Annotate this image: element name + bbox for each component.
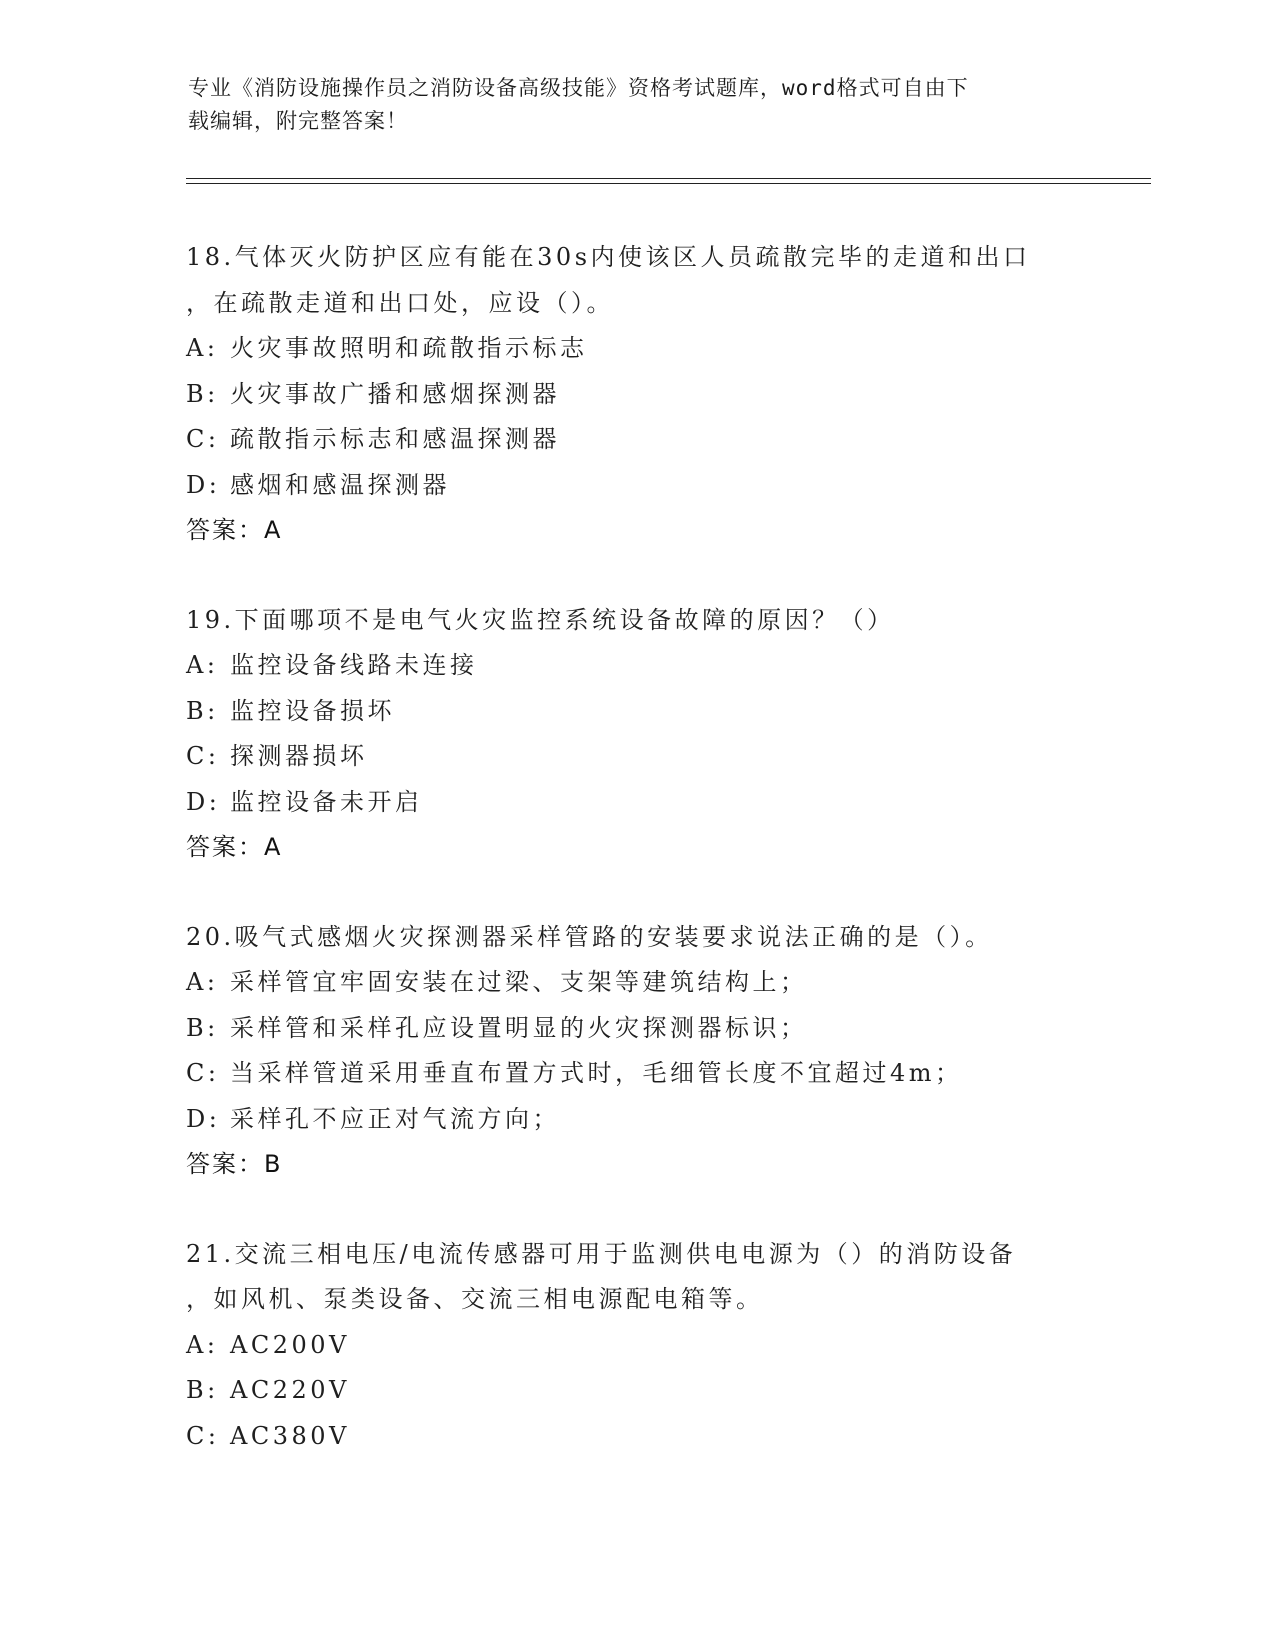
option-text: AC220V bbox=[230, 1376, 350, 1404]
option-a bbox=[186, 326, 1086, 372]
option-d bbox=[186, 780, 1086, 826]
option-letter: B: bbox=[186, 1013, 219, 1042]
option-text: 监控设备损坏 bbox=[230, 696, 395, 725]
question-text: 21.交流三相电压/电流传感器可用于监测供电电源为（）的消防设备 bbox=[186, 1239, 1017, 1268]
question-18 bbox=[186, 235, 1086, 554]
option-text: 疏散指示标志和感温探测器 bbox=[230, 425, 560, 453]
option-letter: C: bbox=[186, 425, 220, 453]
question-20 bbox=[186, 915, 1086, 1188]
option-text: 采样管和采样孔应设置明显的火灾探测器标识； bbox=[230, 1013, 808, 1042]
option-text: 火灾事故照明和疏散指示标志 bbox=[230, 334, 588, 362]
question-21 bbox=[186, 1232, 1086, 1460]
option-c bbox=[186, 734, 1086, 780]
header-divider-top bbox=[186, 178, 1151, 179]
option-letter: D: bbox=[186, 470, 221, 499]
answer: 答案：B bbox=[186, 1150, 283, 1178]
question-text: ，如风机、泵类设备、交流三相电源配电箱等。 bbox=[186, 1285, 764, 1313]
option-letter: C: bbox=[186, 742, 220, 770]
option-text: AC380V bbox=[230, 1421, 350, 1450]
question-19 bbox=[186, 598, 1086, 871]
option-b bbox=[186, 1006, 1086, 1052]
option-letter: B: bbox=[186, 696, 219, 725]
option-text: AC200V bbox=[230, 1330, 350, 1359]
document-header bbox=[188, 72, 1068, 138]
option-c bbox=[186, 1051, 1086, 1097]
question-text: 18.气体灭火防护区应有能在30s内使该区人员疏散完毕的走道和出口 bbox=[186, 243, 1031, 271]
option-text: 采样管宜牢固安装在过梁、支架等建筑结构上； bbox=[230, 968, 808, 996]
question-text: 19.下面哪项不是电气火灾监控系统设备故障的原因？（） bbox=[186, 605, 895, 634]
option-letter: C: bbox=[186, 1421, 220, 1450]
option-text: 监控设备未开启 bbox=[230, 787, 423, 816]
option-d bbox=[186, 1097, 1086, 1143]
answer: 答案：A bbox=[186, 833, 283, 861]
option-letter: C: bbox=[186, 1059, 220, 1087]
answer: 答案：A bbox=[186, 516, 283, 544]
option-text: 感烟和感温探测器 bbox=[230, 470, 450, 499]
option-letter: B: bbox=[186, 1376, 219, 1404]
option-a bbox=[186, 643, 1086, 689]
option-b bbox=[186, 1368, 1086, 1414]
option-d bbox=[186, 463, 1086, 509]
option-c bbox=[186, 1414, 1086, 1460]
header-line-2: 载编辑，附完整答案！ bbox=[188, 109, 408, 133]
option-a bbox=[186, 1323, 1086, 1369]
header-line-1: 专业《消防设施操作员之消防设备高级技能》资格考试题库，word格式可自由下 bbox=[188, 76, 969, 100]
option-letter: A: bbox=[186, 334, 219, 362]
question-text: ，在疏散走道和出口处，应设（）。 bbox=[186, 288, 614, 317]
option-c bbox=[186, 417, 1086, 463]
question-list bbox=[186, 235, 1086, 1459]
option-letter: D: bbox=[186, 1104, 221, 1133]
option-letter: D: bbox=[186, 787, 221, 816]
option-text: 当采样管道采用垂直布置方式时，毛细管长度不宜超过4m； bbox=[230, 1059, 963, 1087]
header-divider-bottom bbox=[186, 183, 1151, 184]
option-b bbox=[186, 689, 1086, 735]
option-b bbox=[186, 372, 1086, 418]
option-a bbox=[186, 960, 1086, 1006]
option-letter: A: bbox=[186, 651, 219, 679]
question-text: 20.吸气式感烟火灾探测器采样管路的安装要求说法正确的是（）。 bbox=[186, 922, 993, 951]
option-text: 探测器损坏 bbox=[230, 742, 368, 770]
option-letter: A: bbox=[186, 968, 219, 996]
option-text: 监控设备线路未连接 bbox=[230, 651, 478, 679]
option-text: 火灾事故广播和感烟探测器 bbox=[230, 379, 560, 408]
option-letter: A: bbox=[186, 1330, 219, 1359]
option-letter: B: bbox=[186, 379, 219, 408]
option-text: 采样孔不应正对气流方向； bbox=[230, 1104, 560, 1133]
